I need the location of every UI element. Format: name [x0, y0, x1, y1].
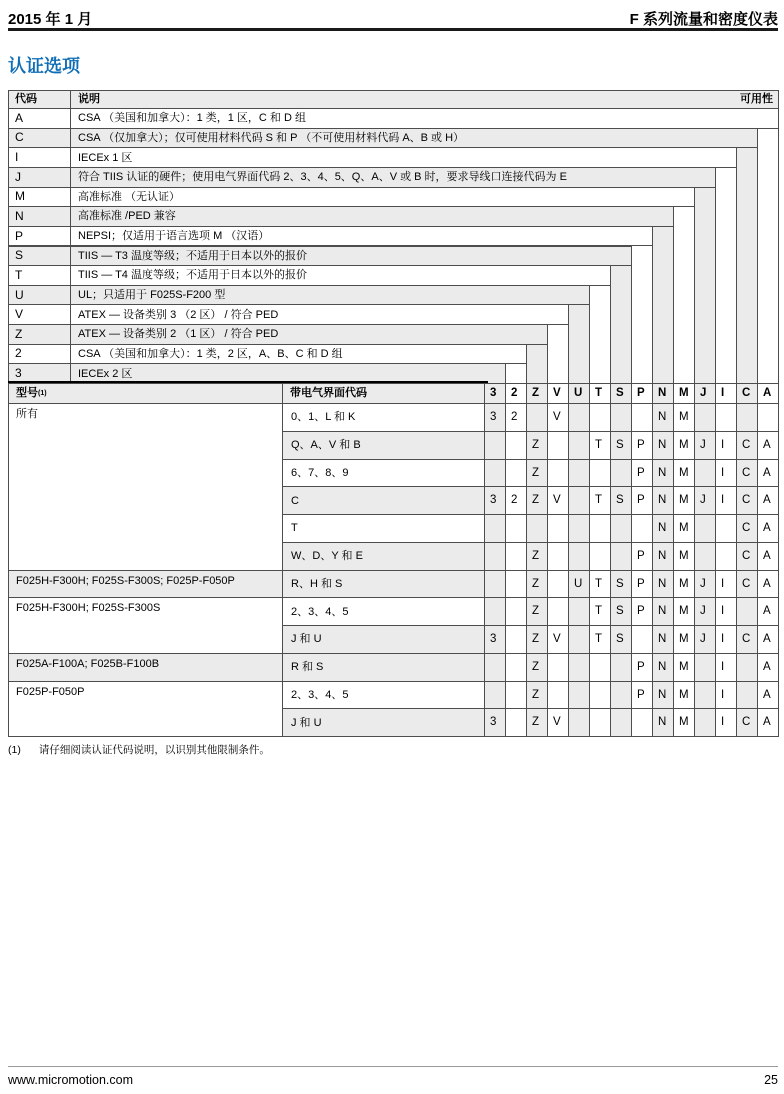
availability-code-cell: [505, 570, 527, 599]
header-product-title: F 系列流量和密度仪表: [629, 11, 778, 28]
cert-row-J: [8, 167, 716, 188]
code-column-header-J: J: [694, 383, 716, 404]
availability-code-cell: [568, 653, 590, 682]
availability-code-cell: [505, 681, 527, 710]
cert-row-I: [8, 147, 737, 168]
availability-code-cell: A: [757, 597, 779, 626]
availability-code-cell: N: [652, 597, 674, 626]
availability-code-cell: [568, 459, 590, 488]
availability-code-cell: [694, 459, 716, 488]
availability-code-cell: C: [736, 570, 758, 599]
cert-row-N: [8, 206, 674, 227]
availability-code-cell: [547, 459, 569, 488]
availability-code-cell: [568, 625, 590, 654]
availability-code-cell: P: [631, 653, 653, 682]
model-group-cell: 所有: [8, 403, 283, 571]
availability-code-cell: A: [757, 708, 779, 737]
availability-code-cell: [757, 403, 779, 432]
availability-code-cell: A: [757, 542, 779, 571]
cert-table-header: [8, 90, 779, 109]
cert-row-S: [8, 246, 632, 267]
model-header-cell: 型号 (1): [8, 383, 283, 404]
availability-code-cell: [505, 542, 527, 571]
availability-code-cell: Z: [526, 431, 548, 460]
availability-code-cell: [568, 403, 590, 432]
cert-row-code: N: [9, 207, 71, 226]
availability-code-cell: Z: [526, 459, 548, 488]
availability-code-cell: [505, 625, 527, 654]
cert-header-description: 说明: [78, 93, 100, 106]
availability-code-cell: I: [715, 708, 737, 737]
availability-code-cell: C: [736, 708, 758, 737]
availability-code-cell: [694, 708, 716, 737]
availability-code-cell: [484, 597, 506, 626]
interface-cell: W、D、Y 和 E: [282, 542, 485, 571]
cert-row-description: 高准标准 /PED 兼容: [78, 210, 176, 223]
availability-code-cell: Z: [526, 542, 548, 571]
availability-code-cell: [505, 514, 527, 543]
availability-code-cell: [631, 625, 653, 654]
availability-code-cell: [694, 653, 716, 682]
availability-code-cell: [484, 542, 506, 571]
availability-code-cell: P: [631, 542, 653, 571]
code-column-header-M: M: [673, 383, 695, 404]
cert-row-code: M: [9, 188, 71, 207]
availability-code-cell: S: [610, 486, 632, 515]
availability-code-cell: [484, 514, 506, 543]
cert-row-description: TIIS — T3 温度等级；不适用于日本以外的报价: [78, 249, 307, 262]
availability-code-cell: 3: [484, 625, 506, 654]
availability-code-cell: N: [652, 431, 674, 460]
cert-row-code: A: [9, 109, 71, 128]
availability-code-cell: M: [673, 681, 695, 710]
availability-code-cell: [736, 403, 758, 432]
cert-row-description: 高准标准 （无认证）: [78, 190, 181, 203]
availability-code-cell: 3: [484, 708, 506, 737]
availability-code-cell: [568, 681, 590, 710]
availability-code-cell: A: [757, 570, 779, 599]
cert-row-description: IECEx 2 区: [78, 367, 133, 380]
cert-row-description: CSA （美国和加拿大）：1 类，1 区，C 和 D 组: [78, 112, 306, 125]
availability-code-cell: A: [757, 486, 779, 515]
availability-code-cell: [505, 431, 527, 460]
availability-code-cell: P: [631, 597, 653, 626]
code-column-header-2: 2: [505, 383, 527, 404]
availability-code-cell: V: [547, 625, 569, 654]
availability-code-cell: J: [694, 486, 716, 515]
footer-url: www.micromotion.com: [8, 1073, 134, 1087]
availability-code-cell: I: [715, 486, 737, 515]
cert-row-description: TIIS — T4 温度等级；不适用于日本以外的报价: [78, 269, 307, 282]
availability-code-cell: M: [673, 403, 695, 432]
cert-row-A: [8, 108, 779, 129]
cert-row-Z: [8, 324, 548, 345]
cert-row-description: NEPSI；仅适用于语言选项 M （汉语）: [78, 230, 270, 243]
code-column-header-N: N: [652, 383, 674, 404]
availability-code-cell: [589, 459, 611, 488]
availability-code-cell: [505, 597, 527, 626]
availability-code-cell: [589, 681, 611, 710]
availability-code-cell: S: [610, 431, 632, 460]
availability-code-cell: [694, 681, 716, 710]
availability-code-cell: [484, 570, 506, 599]
availability-code-cell: [568, 597, 590, 626]
cert-row-code: I: [9, 148, 71, 167]
availability-code-cell: N: [652, 653, 674, 682]
code-column-header-T: T: [589, 383, 611, 404]
availability-code-cell: N: [652, 486, 674, 515]
availability-code-cell: A: [757, 681, 779, 710]
interface-cell: Q、A、V 和 B: [282, 431, 485, 460]
cert-header-code: 代码: [9, 91, 71, 108]
availability-code-cell: [589, 403, 611, 432]
cert-row-description: IECEx 1 区: [78, 151, 133, 164]
cert-row-code: P: [9, 227, 71, 246]
interface-cell: J 和 U: [282, 708, 485, 737]
cert-row-code: T: [9, 266, 71, 285]
footnote-text: 请仔细阅读认证代码说明，以识别其他限制条件。: [38, 744, 270, 756]
interface-cell: R 和 S: [282, 653, 485, 682]
availability-code-cell: Z: [526, 653, 548, 682]
availability-code-cell: A: [757, 653, 779, 682]
cert-row-description: CSA （仅加拿大）；仅可使用材料代码 S 和 P （不可使用材料代码 A、B 或 H）: [78, 131, 465, 144]
availability-code-cell: M: [673, 597, 695, 626]
model-group-cell: F025P-F050P: [8, 681, 283, 738]
code-column-header-C: C: [736, 383, 758, 404]
code-column-header-A: A: [757, 383, 779, 404]
availability-code-cell: M: [673, 570, 695, 599]
availability-code-cell: [631, 403, 653, 432]
availability-code-cell: I: [715, 597, 737, 626]
cert-row-description: UL；只适用于 F025S-F200 型: [78, 289, 226, 302]
cert-row-V: [8, 304, 569, 325]
availability-code-cell: [547, 431, 569, 460]
availability-code-cell: J: [694, 597, 716, 626]
availability-code-cell: C: [736, 625, 758, 654]
availability-code-cell: M: [673, 514, 695, 543]
availability-code-cell: P: [631, 486, 653, 515]
availability-code-cell: [568, 514, 590, 543]
cert-row-description: CSA （美国和加拿大）：1 类，2 区，A、B、C 和 D 组: [78, 347, 343, 360]
availability-code-cell: Z: [526, 597, 548, 626]
header-date: 2015 年 1 月: [8, 11, 93, 28]
availability-code-cell: I: [715, 653, 737, 682]
availability-code-cell: [694, 542, 716, 571]
availability-code-cell: [484, 653, 506, 682]
cert-row-code: Z: [9, 325, 71, 344]
cert-row-M: [8, 187, 695, 208]
availability-code-cell: [589, 542, 611, 571]
availability-code-cell: [547, 570, 569, 599]
availability-code-cell: I: [715, 681, 737, 710]
availability-code-cell: I: [715, 570, 737, 599]
cert-row-description: ATEX — 设备类别 3 （2 区） / 符合 PED: [78, 308, 279, 321]
footnote: [8, 742, 270, 757]
availability-code-cell: [694, 514, 716, 543]
availability-code-cell: [736, 681, 758, 710]
availability-code-cell: 2: [505, 486, 527, 515]
interface-cell: C: [282, 486, 485, 515]
availability-code-cell: [526, 403, 548, 432]
availability-code-cell: I: [715, 459, 737, 488]
availability-code-cell: T: [589, 597, 611, 626]
availability-code-cell: [505, 459, 527, 488]
cert-row-P: [8, 226, 653, 247]
availability-code-cell: [610, 708, 632, 737]
availability-code-cell: [715, 403, 737, 432]
availability-code-cell: [610, 653, 632, 682]
availability-code-cell: [631, 514, 653, 543]
code-column-header-S: S: [610, 383, 632, 404]
availability-code-cell: [610, 514, 632, 543]
availability-code-cell: Z: [526, 570, 548, 599]
availability-code-cell: [547, 653, 569, 682]
availability-code-cell: Z: [526, 486, 548, 515]
code-column-header-P: P: [631, 383, 653, 404]
availability-code-cell: V: [547, 403, 569, 432]
availability-code-cell: [547, 542, 569, 571]
availability-code-cell: T: [589, 431, 611, 460]
availability-code-cell: M: [673, 653, 695, 682]
availability-code-cell: A: [757, 459, 779, 488]
availability-code-cell: Z: [526, 708, 548, 737]
availability-code-cell: [505, 708, 527, 737]
availability-code-cell: M: [673, 431, 695, 460]
availability-code-cell: N: [652, 542, 674, 571]
code-column-header-3: 3: [484, 383, 506, 404]
interface-cell: 0、1、L 和 K: [282, 403, 485, 432]
availability-code-cell: [547, 681, 569, 710]
code-column-header-I: I: [715, 383, 737, 404]
availability-code-cell: N: [652, 681, 674, 710]
availability-column-strip-A: [757, 90, 779, 384]
availability-code-cell: [484, 459, 506, 488]
availability-code-cell: S: [610, 597, 632, 626]
cert-row-T: [8, 265, 611, 286]
availability-code-cell: T: [589, 625, 611, 654]
availability-code-cell: N: [652, 625, 674, 654]
availability-code-cell: [484, 681, 506, 710]
cert-row-code: U: [9, 286, 71, 305]
cert-row-2: [8, 344, 527, 365]
availability-code-cell: [715, 542, 737, 571]
cert-row-code: C: [9, 129, 71, 148]
availability-code-cell: [694, 403, 716, 432]
availability-code-cell: [736, 597, 758, 626]
availability-code-cell: M: [673, 542, 695, 571]
availability-code-cell: S: [610, 570, 632, 599]
availability-code-cell: M: [673, 625, 695, 654]
availability-code-cell: T: [589, 570, 611, 599]
availability-code-cell: N: [652, 514, 674, 543]
availability-code-cell: P: [631, 570, 653, 599]
availability-code-cell: P: [631, 459, 653, 488]
availability-code-cell: [484, 431, 506, 460]
availability-code-cell: J: [694, 570, 716, 599]
availability-code-cell: M: [673, 486, 695, 515]
interface-cell: T: [282, 514, 485, 543]
cert-row-U: [8, 285, 590, 306]
availability-code-cell: Z: [526, 625, 548, 654]
availability-code-cell: A: [757, 514, 779, 543]
cert-row-code: V: [9, 305, 71, 324]
footnote-marker: (1): [8, 744, 21, 756]
code-column-header-U: U: [568, 383, 590, 404]
interface-cell: 2、3、4、5: [282, 597, 485, 626]
availability-code-cell: [589, 514, 611, 543]
availability-code-cell: M: [673, 708, 695, 737]
availability-code-cell: C: [736, 514, 758, 543]
availability-code-cell: [547, 597, 569, 626]
availability-code-cell: J: [694, 431, 716, 460]
availability-code-cell: I: [715, 431, 737, 460]
availability-code-cell: N: [652, 459, 674, 488]
availability-code-cell: [505, 653, 527, 682]
cert-row-code: 3: [9, 364, 71, 383]
model-group-cell: F025H-F300H; F025S-F300S: [8, 597, 283, 654]
cert-row-code: J: [9, 168, 71, 187]
availability-code-cell: A: [757, 625, 779, 654]
availability-code-cell: [715, 514, 737, 543]
availability-code-cell: [589, 708, 611, 737]
availability-code-cell: [547, 514, 569, 543]
availability-code-cell: T: [589, 486, 611, 515]
cert-row-code: 2: [9, 345, 71, 364]
availability-code-cell: P: [631, 431, 653, 460]
availability-code-cell: [589, 653, 611, 682]
availability-code-cell: 3: [484, 403, 506, 432]
availability-code-cell: [568, 708, 590, 737]
interface-cell: R、H 和 S: [282, 570, 485, 599]
interface-cell: 6、7、8、9: [282, 459, 485, 488]
interface-header-cell: 带电气界面代码: [282, 383, 485, 404]
availability-code-cell: C: [736, 459, 758, 488]
availability-code-cell: A: [757, 431, 779, 460]
availability-code-cell: M: [673, 459, 695, 488]
availability-code-cell: [610, 403, 632, 432]
interface-cell: J 和 U: [282, 625, 485, 654]
availability-code-cell: C: [736, 542, 758, 571]
cert-header-availability: 可用性: [740, 93, 773, 106]
availability-code-cell: [610, 459, 632, 488]
availability-code-cell: 2: [505, 403, 527, 432]
availability-code-cell: P: [631, 681, 653, 710]
code-column-header-Z: Z: [526, 383, 548, 404]
availability-code-cell: J: [694, 625, 716, 654]
model-group-cell: F025A-F100A; F025B-F100B: [8, 653, 283, 682]
availability-code-cell: I: [715, 625, 737, 654]
availability-code-cell: [610, 542, 632, 571]
availability-code-cell: U: [568, 570, 590, 599]
availability-code-cell: V: [547, 708, 569, 737]
availability-code-cell: N: [652, 708, 674, 737]
interface-cell: 2、3、4、5: [282, 681, 485, 710]
availability-code-cell: [568, 431, 590, 460]
availability-code-cell: C: [736, 431, 758, 460]
availability-code-cell: [610, 681, 632, 710]
cert-row-code: S: [9, 247, 71, 266]
page-title: 认证选项: [8, 56, 80, 76]
availability-code-cell: [736, 653, 758, 682]
availability-code-cell: [568, 542, 590, 571]
availability-code-cell: Z: [526, 681, 548, 710]
model-group-cell: F025H-F300H; F025S-F300S; F025P-F050P: [8, 570, 283, 599]
availability-code-cell: V: [547, 486, 569, 515]
header-rule: [8, 28, 778, 31]
cert-row-C: [8, 128, 758, 149]
availability-code-cell: [631, 708, 653, 737]
cert-row-description: ATEX — 设备类别 2 （1 区） / 符合 PED: [78, 328, 279, 341]
availability-code-cell: N: [652, 403, 674, 432]
availability-code-cell: 3: [484, 486, 506, 515]
availability-code-cell: [568, 486, 590, 515]
availability-code-cell: [526, 514, 548, 543]
code-column-header-V: V: [547, 383, 569, 404]
footer-rule: [8, 1066, 778, 1067]
availability-code-cell: N: [652, 570, 674, 599]
availability-code-cell: S: [610, 625, 632, 654]
cert-row-description: 符合 TIIS 认证的硬件；使用电气界面代码 2、3、4、5、Q、A、V 或 B 时，要求导线口连接代码为 E: [78, 171, 567, 184]
footer-page-number: 25: [764, 1073, 778, 1087]
availability-code-cell: C: [736, 486, 758, 515]
